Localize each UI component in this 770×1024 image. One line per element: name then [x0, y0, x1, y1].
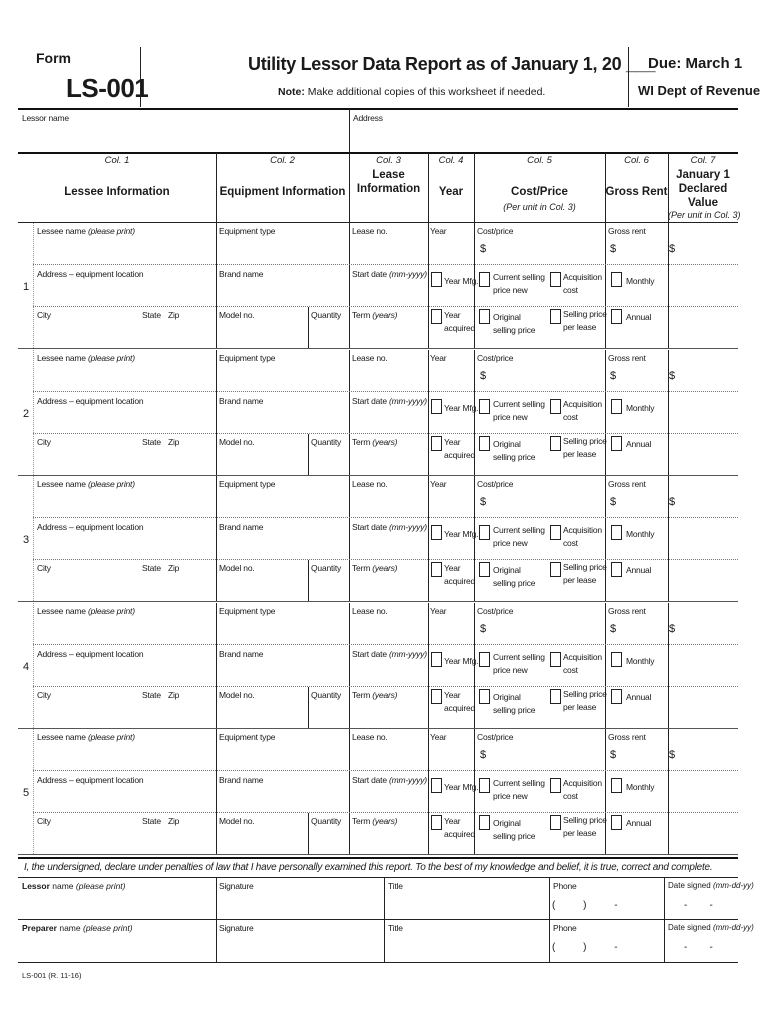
entry-4-original-selling-checkbox[interactable] — [479, 689, 490, 704]
entry-4-year-mfg-label: Year Mfg. — [444, 655, 479, 666]
entry-2-number: 2 — [23, 407, 30, 420]
entry-1-declared-value-dollar: $ — [669, 243, 676, 255]
entry-3-original-selling-checkbox[interactable] — [479, 562, 490, 577]
entry-5-lease-no-label: Lease no. — [352, 732, 388, 742]
entry-5-selling-per-lease-label: Selling price per lease — [563, 815, 607, 838]
entry-4-cost-price-label: Cost/price — [477, 605, 514, 616]
form-word: Form — [36, 50, 71, 66]
entry-3-annual-label: Annual — [626, 565, 652, 575]
entry-5-selling-per-lease-checkbox[interactable] — [550, 815, 561, 830]
entry-5-brand-name-label: Brand name — [219, 775, 264, 785]
entry-1-gross-rent-label: Gross rent — [608, 226, 646, 236]
lessor-date-label: Date signed (mm-dd-yy) — [668, 881, 754, 890]
preparer-phone-label: Phone — [553, 923, 577, 933]
entry-2-acquisition-cost-checkbox[interactable] — [550, 399, 561, 414]
address-field[interactable] — [350, 125, 737, 151]
lessor-title-field[interactable] — [385, 893, 548, 918]
entry-4-cost-dollar: $ — [480, 622, 487, 635]
column-6-number: Col. 6 — [624, 155, 649, 166]
entry-1-lessee-name-field[interactable] — [34, 237, 215, 263]
lessor-signature-label: Signature — [219, 881, 254, 891]
entry-3-city-label: City — [37, 563, 51, 573]
entry-3-lessee-name-field[interactable] — [34, 490, 215, 516]
entry-5-state-label: State — [142, 816, 161, 826]
entry-4-monthly-checkbox[interactable] — [611, 652, 622, 667]
entry-1-year-acquired-checkbox[interactable] — [431, 309, 442, 324]
entry-4-selling-per-lease-label: Selling price per lease — [563, 688, 607, 712]
entry-2-gross-rent-dollar: $ — [610, 369, 617, 382]
entry-2-monthly-label: Monthly — [626, 402, 655, 413]
entry-3-acquisition-cost-checkbox[interactable] — [550, 525, 561, 540]
entry-3-gross-rent-dollar: $ — [610, 496, 617, 508]
entry-2-annual-checkbox[interactable] — [611, 436, 622, 451]
entry-2-city-label: City — [37, 436, 51, 447]
entry-5-equipment-type-field[interactable] — [217, 743, 348, 769]
entry-5-year-mfg-checkbox[interactable] — [431, 778, 442, 793]
entry-2-lessee-name-label: Lessee name (please print) — [37, 352, 135, 363]
lessor-phone-label: Phone — [553, 881, 577, 891]
entry-2-state-label: State — [142, 436, 161, 447]
entry-3-cost-dollar: $ — [480, 496, 487, 508]
preparer-name-field[interactable] — [19, 935, 215, 961]
entry-1-acquisition-cost-checkbox[interactable] — [550, 272, 561, 287]
entry-5-model-no-label: Model no. — [219, 816, 255, 826]
entry-3-selling-per-lease-checkbox[interactable] — [550, 562, 561, 577]
entry-3-lease-no-label: Lease no. — [352, 479, 388, 489]
entry-4-declared-value-dollar: $ — [669, 622, 676, 635]
note-line — [278, 86, 545, 98]
entry-5-number: 5 — [23, 787, 30, 799]
column-7-name: January 1 Declared Value — [676, 169, 730, 209]
entry-1-current-selling-checkbox[interactable] — [479, 272, 490, 287]
entry-5-original-selling-label: Original selling price — [493, 818, 536, 841]
entry-2-lease-no-label: Lease no. — [352, 352, 388, 363]
entry-3-zip-label: Zip — [168, 563, 180, 573]
entry-4-lease-no-label: Lease no. — [352, 605, 388, 616]
entry-5-equipment-type-label: Equipment type — [219, 732, 276, 742]
entry-1-declared-value-field[interactable] — [680, 237, 737, 263]
entry-4-year-acquired-label: Year acquired — [444, 689, 476, 713]
column-2-header — [216, 155, 349, 199]
entry-1-brand-name-label: Brand name — [219, 269, 264, 279]
entry-4-lease-no-field[interactable] — [350, 617, 427, 643]
entry-2-year-acquired-checkbox[interactable] — [431, 436, 442, 451]
entry-3-year-mfg-label: Year Mfg. — [444, 529, 479, 539]
lessor-date-field[interactable]: - - — [684, 900, 713, 911]
entry-3-gross-rent-label: Gross rent — [608, 479, 646, 489]
entry-5-gross-rent-label: Gross rent — [608, 732, 646, 742]
entry-1-equipment-type-label: Equipment type — [219, 226, 276, 236]
due-date: Due: March 1 — [648, 55, 743, 72]
entry-1-address-label: Address – equipment location — [37, 269, 144, 279]
lessor-name-sign-label: Lessor name (please print) — [22, 881, 126, 891]
entry-3-monthly-label: Monthly — [626, 529, 655, 539]
column-6-name: Gross Rent — [605, 186, 668, 198]
preparer-date-field[interactable]: - - — [684, 942, 713, 953]
entry-3-cost-price-label: Cost/price — [477, 479, 514, 489]
entry-1-model-no-label: Model no. — [219, 310, 255, 320]
preparer-signature-label: Signature — [219, 923, 254, 933]
entry-1-gross-rent-dollar: $ — [610, 243, 617, 255]
column-7-header — [668, 155, 741, 220]
column-5-name: Cost/Price — [511, 186, 568, 198]
preparer-signature-field[interactable] — [217, 935, 383, 961]
entry-5-city-label: City — [37, 816, 51, 826]
entry-4-brand-name-label: Brand name — [219, 648, 264, 659]
entry-2-year-mfg-checkbox[interactable] — [431, 399, 442, 414]
entry-3-lease-no-field[interactable] — [350, 490, 427, 516]
entry-5-lessee-name-label: Lessee name (please print) — [37, 732, 135, 742]
entry-3-selling-per-lease-label: Selling price per lease — [563, 562, 607, 585]
entry-3-original-selling-label: Original selling price — [493, 565, 536, 588]
entry-4-year-label: Year — [430, 605, 447, 616]
column-2-name: Equipment Information — [219, 186, 346, 198]
entry-4-lessee-name-label: Lessee name (please print) — [37, 605, 135, 616]
entry-5-gross-rent-dollar: $ — [610, 749, 617, 761]
entry-2-declared-value-field[interactable] — [680, 364, 737, 390]
entry-3-equipment-type-field[interactable] — [217, 490, 348, 516]
entry-5-current-selling-label: Current selling price new — [493, 778, 545, 801]
entry-5-zip-label: Zip — [168, 816, 180, 826]
entry-3-address-label: Address – equipment location — [37, 522, 144, 532]
entry-1-original-selling-checkbox[interactable] — [479, 309, 490, 324]
entry-1-year-label: Year — [430, 226, 447, 236]
entry-4-number: 4 — [23, 660, 30, 673]
column-5-header — [474, 155, 605, 212]
entry-1-cost-price-label: Cost/price — [477, 226, 514, 236]
entry-1-acquisition-cost-label: Acquisition cost — [563, 272, 602, 295]
entry-1-original-selling-label: Original selling price — [493, 312, 536, 335]
column-1-header — [18, 155, 216, 199]
column-7-subtitle: (Per unit in Col. 3) — [668, 210, 741, 220]
form-number: LS-001 — [66, 73, 149, 103]
entry-2-year-label: Year — [430, 352, 447, 363]
entry-3-year-mfg-checkbox[interactable] — [431, 525, 442, 540]
entry-4-gross-rent-dollar: $ — [610, 622, 617, 635]
entry-1-number: 1 — [23, 281, 30, 293]
entry-5-acquisition-cost-label: Acquisition cost — [563, 778, 602, 801]
entry-4-address-label: Address – equipment location — [37, 648, 144, 659]
entry-1-monthly-label: Monthly — [626, 276, 655, 286]
entry-3-year-acquired-checkbox[interactable] — [431, 562, 442, 577]
entry-2-year-acquired-label: Year acquired — [444, 436, 476, 460]
entry-2-cost-price-label: Cost/price — [477, 352, 514, 363]
entry-1-zip-label: Zip — [168, 310, 180, 320]
lessor-name-field[interactable] — [19, 125, 348, 151]
entry-1-state-label: State — [142, 310, 161, 320]
entry-4-annual-label: Annual — [626, 691, 652, 702]
entry-2-annual-label: Annual — [626, 438, 652, 449]
entry-5-lessee-name-field[interactable] — [34, 743, 215, 769]
lessor-title-label: Title — [388, 881, 403, 891]
entry-5-declared-value-dollar: $ — [669, 749, 676, 761]
entry-2-lessee-name-field[interactable] — [34, 364, 215, 390]
entry-2-original-selling-label: Original selling price — [493, 438, 536, 462]
entry-1-annual-checkbox[interactable] — [611, 309, 622, 324]
column-1-number: Col. 1 — [104, 155, 130, 166]
entry-4-equipment-type-field[interactable] — [217, 617, 348, 643]
entry-3-monthly-checkbox[interactable] — [611, 525, 622, 540]
entry-1-cost-dollar: $ — [480, 243, 487, 255]
entry-4-current-selling-label: Current selling price new — [493, 651, 545, 675]
entry-3-number: 3 — [23, 534, 30, 546]
entry-4-start-date-label: Start date (mm-yyyy) — [352, 648, 427, 659]
entry-4-acquisition-cost-label: Acquisition cost — [563, 651, 602, 675]
entry-2-acquisition-cost-label: Acquisition cost — [563, 398, 602, 422]
entry-1-monthly-checkbox[interactable] — [611, 272, 622, 287]
entry-4-declared-value-field[interactable] — [680, 617, 737, 643]
column-3-number: Col. 3 — [376, 155, 401, 166]
entry-2-monthly-checkbox[interactable] — [611, 399, 622, 414]
note-bold: Note: — [278, 86, 305, 98]
entry-2-quantity-label: Quantity — [311, 436, 342, 447]
column-5-number: Col. 5 — [527, 155, 552, 166]
column-4-number: Col. 4 — [438, 155, 464, 166]
entry-2-declared-value-dollar: $ — [669, 369, 676, 382]
entry-2-start-date-label: Start date (mm-yyyy) — [352, 395, 427, 406]
entry-1-term-label: Term (years) — [352, 310, 398, 320]
entry-1-selling-per-lease-checkbox[interactable] — [550, 309, 561, 324]
department: WI Dept of Revenue — [638, 83, 761, 98]
entry-4-gross-rent-label: Gross rent — [608, 605, 646, 616]
entry-5-year-mfg-label: Year Mfg. — [444, 782, 479, 792]
column-6-header — [605, 155, 668, 199]
entry-2-year-mfg-label: Year Mfg. — [444, 402, 479, 413]
column-4-name: Year — [438, 186, 464, 198]
entry-2-original-selling-checkbox[interactable] — [479, 436, 490, 451]
entry-5-monthly-checkbox[interactable] — [611, 778, 622, 793]
entry-2-cost-dollar: $ — [480, 369, 487, 382]
entry-5-term-label: Term (years) — [352, 816, 398, 826]
entry-3-lessee-name-label: Lessee name (please print) — [37, 479, 135, 489]
entry-4-term-label: Term (years) — [352, 689, 398, 700]
entry-3-brand-name-label: Brand name — [219, 522, 264, 532]
entry-3-current-selling-checkbox[interactable] — [479, 525, 490, 540]
entry-2-gross-rent-label: Gross rent — [608, 352, 646, 363]
lessor-name-label: Lessor name — [22, 113, 69, 123]
entry-3-annual-checkbox[interactable] — [611, 562, 622, 577]
entry-2-current-selling-label: Current selling price new — [493, 398, 545, 422]
entry-2-model-no-label: Model no. — [219, 436, 255, 447]
entry-2-address-label: Address – equipment location — [37, 395, 144, 406]
entry-3-current-selling-label: Current selling price new — [493, 525, 545, 548]
entry-5-cost-dollar: $ — [480, 749, 487, 761]
column-3-name: Lease Information — [356, 169, 421, 195]
preparer-title-field[interactable] — [385, 935, 548, 961]
entry-5-current-selling-checkbox[interactable] — [479, 778, 490, 793]
entry-3-equipment-type-label: Equipment type — [219, 479, 276, 489]
entry-4-city-label: City — [37, 689, 51, 700]
entry-4-model-no-label: Model no. — [219, 689, 255, 700]
entry-4-zip-label: Zip — [168, 689, 180, 700]
entry-3-start-date-label: Start date (mm-yyyy) — [352, 522, 427, 532]
entry-2-selling-per-lease-label: Selling price per lease — [563, 435, 607, 459]
entry-5-declared-value-field[interactable] — [680, 743, 737, 769]
entry-1-annual-label: Annual — [626, 312, 652, 322]
column-7-number: Col. 7 — [690, 155, 716, 166]
preparer-date-label: Date signed (mm-dd-yy) — [668, 923, 754, 932]
page-title: Utility Lessor Data Report as of January 1, 20 ___ — [248, 54, 656, 74]
entry-5-annual-checkbox[interactable] — [611, 815, 622, 830]
entry-5-monthly-label: Monthly — [626, 782, 655, 792]
entry-3-year-acquired-label: Year acquired — [444, 563, 476, 586]
column-4-header — [428, 155, 474, 199]
entry-1-start-date-label: Start date (mm-yyyy) — [352, 269, 427, 279]
entry-3-quantity-label: Quantity — [311, 563, 342, 573]
note-text: Make additional copies of this worksheet if needed. — [307, 86, 546, 98]
entry-2-zip-label: Zip — [168, 436, 180, 447]
entry-2-equipment-type-field[interactable] — [217, 364, 348, 390]
entry-5-address-label: Address – equipment location — [37, 775, 144, 785]
entry-3-year-label: Year — [430, 479, 447, 489]
entry-4-year-acquired-checkbox[interactable] — [431, 689, 442, 704]
entry-3-acquisition-cost-label: Acquisition cost — [563, 525, 602, 548]
entry-2-current-selling-checkbox[interactable] — [479, 399, 490, 414]
entry-4-annual-checkbox[interactable] — [611, 689, 622, 704]
entry-2-brand-name-label: Brand name — [219, 395, 264, 406]
preparer-title-label: Title — [388, 923, 403, 933]
column-3-header — [349, 155, 428, 196]
entry-5-year-acquired-label: Year acquired — [444, 816, 476, 839]
form-revision: LS-001 (R. 11-16) — [22, 971, 82, 980]
entry-1-quantity-label: Quantity — [311, 310, 342, 320]
entry-1-year-mfg-label: Year Mfg. — [444, 276, 479, 286]
column-1-name: Lessee Information — [64, 186, 170, 198]
entry-4-state-label: State — [142, 689, 161, 700]
entry-3-term-label: Term (years) — [352, 563, 398, 573]
entry-5-annual-label: Annual — [626, 818, 652, 828]
entry-2-term-label: Term (years) — [352, 436, 398, 447]
entry-5-year-acquired-checkbox[interactable] — [431, 815, 442, 830]
lessor-phone-field[interactable]: ( ) - — [552, 900, 618, 911]
entry-3-state-label: State — [142, 563, 161, 573]
entry-5-cost-price-label: Cost/price — [477, 732, 514, 742]
entry-5-quantity-label: Quantity — [311, 816, 342, 826]
lessor-name-sign-field[interactable] — [19, 893, 215, 918]
entry-1-city-label: City — [37, 310, 51, 320]
entry-4-original-selling-label: Original selling price — [493, 691, 536, 715]
lessor-signature-field[interactable] — [217, 893, 383, 918]
entry-4-current-selling-checkbox[interactable] — [479, 652, 490, 667]
address-label: Address — [353, 113, 383, 123]
entry-4-equipment-type-label: Equipment type — [219, 605, 276, 616]
entry-2-equipment-type-label: Equipment type — [219, 352, 276, 363]
entry-4-monthly-label: Monthly — [626, 655, 655, 666]
entry-3-declared-value-dollar: $ — [669, 496, 676, 508]
column-2-number: Col. 2 — [270, 155, 295, 166]
entry-1-current-selling-label: Current selling price new — [493, 272, 545, 295]
entry-5-lease-no-field[interactable] — [350, 743, 427, 769]
preparer-phone-field[interactable]: ( ) - — [552, 942, 618, 953]
entry-2-selling-per-lease-checkbox[interactable] — [550, 436, 561, 451]
entry-4-quantity-label: Quantity — [311, 689, 342, 700]
entry-3-model-no-label: Model no. — [219, 563, 255, 573]
entry-5-acquisition-cost-checkbox[interactable] — [550, 778, 561, 793]
entry-2-lease-no-field[interactable] — [350, 364, 427, 390]
entry-1-lease-no-label: Lease no. — [352, 226, 388, 236]
entry-1-equipment-type-field[interactable] — [217, 237, 348, 263]
entry-1-lessee-name-label: Lessee name (please print) — [37, 226, 135, 236]
entry-3-declared-value-field[interactable] — [680, 490, 737, 516]
entry-5-original-selling-checkbox[interactable] — [479, 815, 490, 830]
entry-1-year-acquired-label: Year acquired — [444, 310, 476, 333]
entry-5-start-date-label: Start date (mm-yyyy) — [352, 775, 427, 785]
column-5-subtitle: (Per unit in Col. 3) — [503, 202, 576, 212]
entry-4-lessee-name-field[interactable] — [34, 617, 215, 643]
entry-1-lease-no-field[interactable] — [350, 237, 427, 263]
entry-1-year-mfg-checkbox[interactable] — [431, 272, 442, 287]
entry-5-year-label: Year — [430, 732, 447, 742]
entry-1-selling-per-lease-label: Selling price per lease — [563, 309, 607, 332]
entry-4-selling-per-lease-checkbox[interactable] — [550, 689, 561, 704]
declaration-text: I, the undersigned, declare under penalties of law that I have personally examined this report. To the best of my knowledge and belief, it is true, correct and complete. — [24, 862, 713, 873]
preparer-name-label: Preparer name (please print) — [22, 923, 133, 933]
entry-4-acquisition-cost-checkbox[interactable] — [550, 652, 561, 667]
entry-4-year-mfg-checkbox[interactable] — [431, 652, 442, 667]
